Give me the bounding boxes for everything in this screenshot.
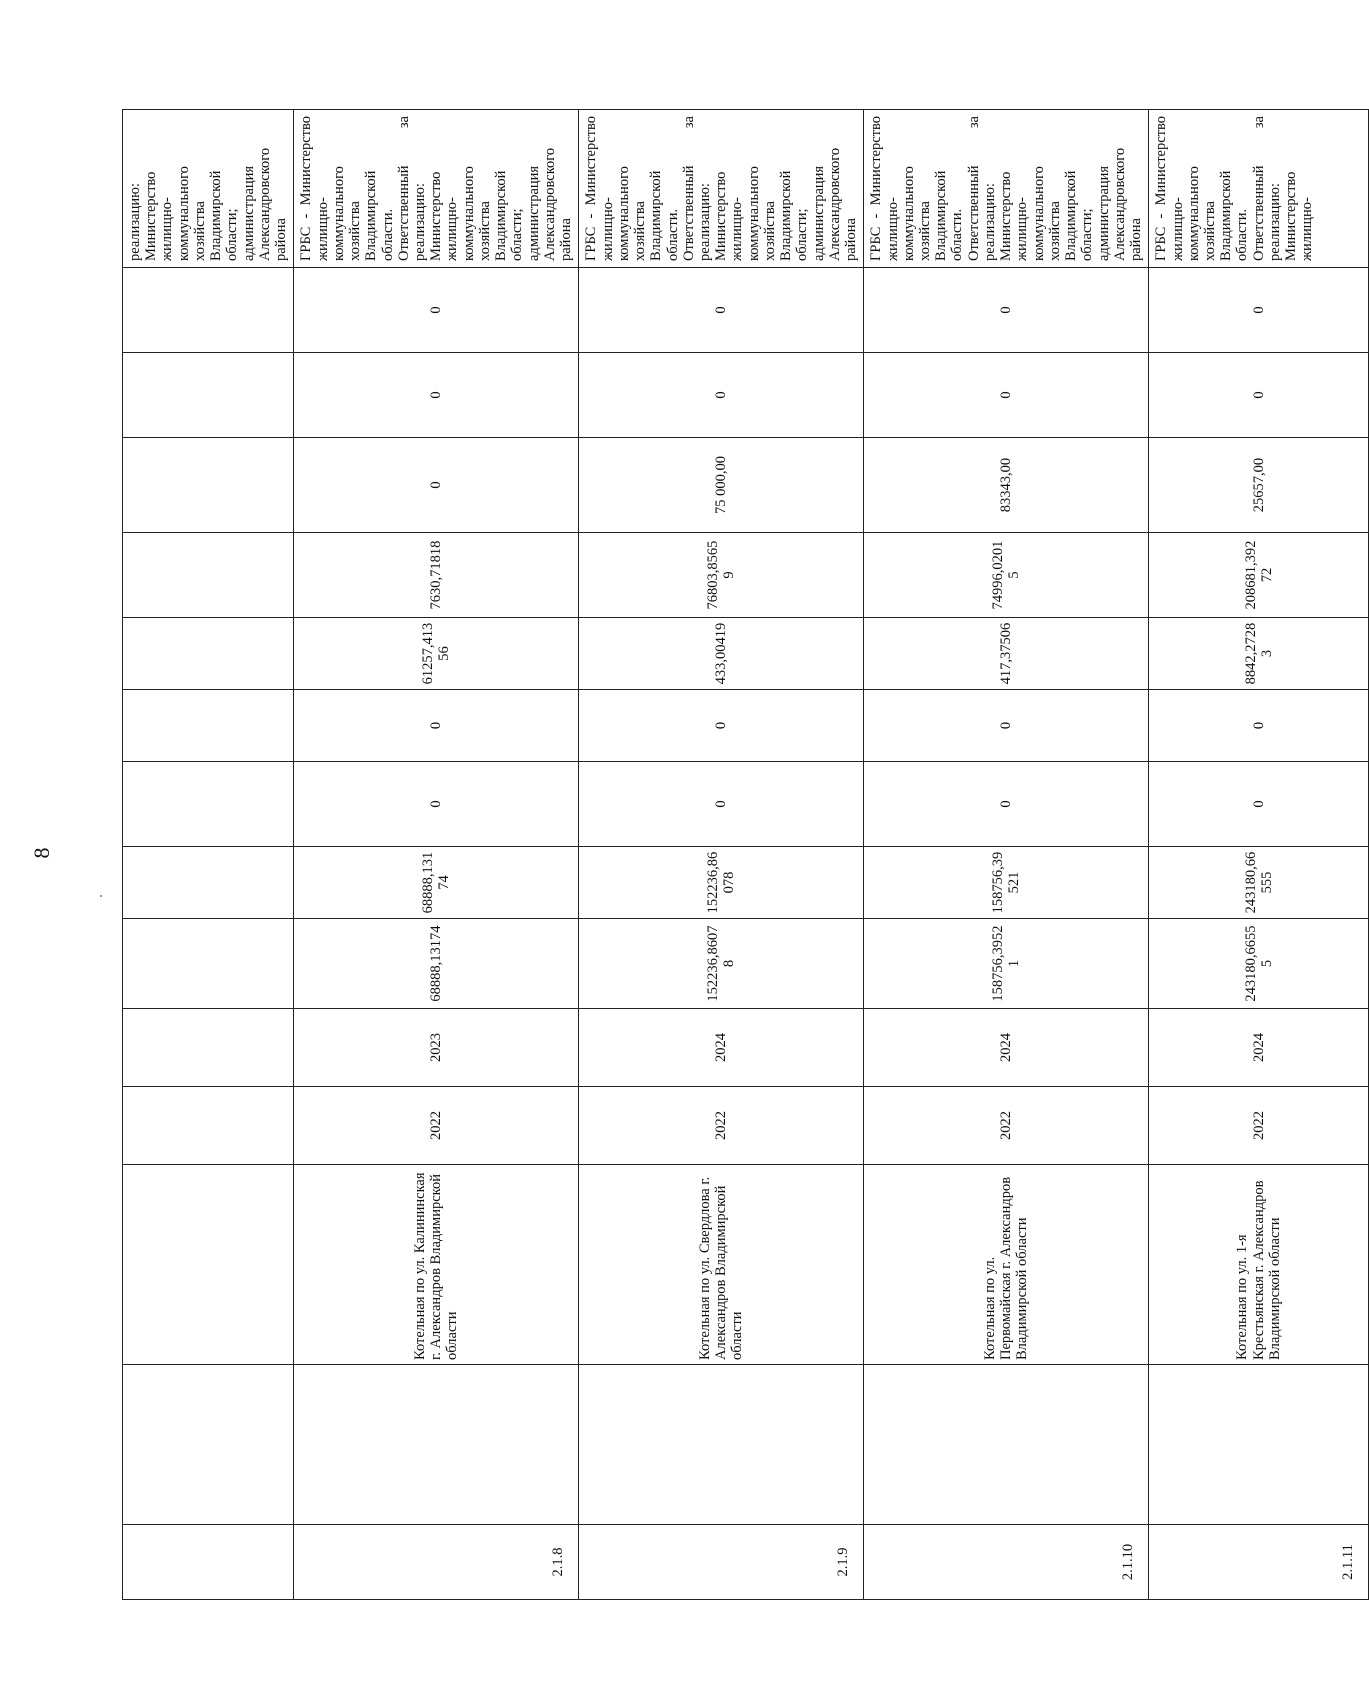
cost-value: 0 — [579, 762, 864, 847]
year-end: 2024 — [1149, 1009, 1369, 1087]
object-name: Котельная по ул. Свердлова г. Александров Владимирской области — [579, 1165, 864, 1365]
table-cell — [123, 618, 294, 690]
object-name: Котельная по ул. 1-я Крестьянская г. Александров Владимирской области — [1149, 1165, 1369, 1365]
page-number: 8 — [29, 847, 54, 859]
table-cell — [123, 1087, 294, 1165]
object-name: Котельная по ул. Калининская г. Александров Владимирской области — [294, 1165, 579, 1365]
table-cell — [123, 438, 294, 533]
cost-value: 417,37506 — [864, 618, 1149, 690]
cost-value: 0 — [294, 762, 579, 847]
table-cell — [123, 762, 294, 847]
cost-value: 8842,27283 — [1149, 618, 1369, 690]
cost-value: 0 — [1149, 690, 1369, 762]
row-index: 2.1.11 — [1149, 1525, 1369, 1600]
cost-value: 0 — [864, 353, 1149, 438]
responsible-cell: ГРБС - Министерство жилищно-коммунального хозяйства Владимирской области. Ответственный за реализацию: Министерство жилищно-коммунального хозяйства Владимирской области; администрация Александровского района — [579, 110, 864, 268]
year-end: 2024 — [864, 1009, 1149, 1087]
cost-value: 61257,41356 — [294, 618, 579, 690]
table-row — [123, 110, 294, 1600]
responsible-cell: ГРБС - Министерство жилищно-коммунального хозяйства Владимирской области. Ответственный за реализацию: Министерство жилищно- — [1149, 110, 1369, 268]
scan-artifact — [100, 895, 102, 897]
cost-value: 0 — [864, 762, 1149, 847]
cost-value: 0 — [294, 268, 579, 353]
cost-value: 75 000,00 — [579, 438, 864, 533]
cost-value: 208681,39272 — [1149, 533, 1369, 618]
table-cell — [294, 1365, 579, 1525]
year-start: 2022 — [579, 1087, 864, 1165]
cost-value: 0 — [1149, 353, 1369, 438]
table-cell — [123, 919, 294, 1009]
table-cell — [123, 268, 294, 353]
table-cell — [1149, 1365, 1369, 1525]
cost-value: 83343,00 — [864, 438, 1149, 533]
table-cell — [579, 1365, 864, 1525]
cost-value: 0 — [294, 438, 579, 533]
total-cost: 68888,13174 — [294, 919, 579, 1009]
cost-value: 158756,39521 — [864, 847, 1149, 919]
cost-value: 0 — [579, 690, 864, 762]
cost-value: 152236,86078 — [579, 847, 864, 919]
table-cell — [123, 1365, 294, 1525]
cost-value: 0 — [1149, 762, 1369, 847]
cost-value: 433,00419 — [579, 618, 864, 690]
cost-value: 0 — [1149, 268, 1369, 353]
cost-value: 0 — [864, 690, 1149, 762]
total-cost: 152236,86078 — [579, 919, 864, 1009]
cost-value: 243180,66555 — [1149, 847, 1369, 919]
cost-value: 0 — [864, 268, 1149, 353]
row-index: 2.1.8 — [294, 1525, 579, 1600]
cost-value: 68888,13174 — [294, 847, 579, 919]
table-cell — [123, 847, 294, 919]
table-row — [1149, 110, 1369, 1600]
table-cell — [123, 533, 294, 618]
row-index: 2.1.9 — [579, 1525, 864, 1600]
cost-value: 25657,00 — [1149, 438, 1369, 533]
cost-value: 0 — [579, 353, 864, 438]
cost-value: 74996,02015 — [864, 533, 1149, 618]
year-end: 2023 — [294, 1009, 579, 1087]
total-cost: 243180,66555 — [1149, 919, 1369, 1009]
row-index: 2.1.10 — [864, 1525, 1149, 1600]
table-cell — [864, 1365, 1149, 1525]
table-cell — [123, 1165, 294, 1365]
total-cost: 158756,39521 — [864, 919, 1149, 1009]
table-cell — [123, 690, 294, 762]
cost-value: 7630,71818 — [294, 533, 579, 618]
rotated-table-container — [122, 110, 1357, 1600]
year-end: 2024 — [579, 1009, 864, 1087]
table-row — [864, 110, 1149, 1600]
responsible-cell: ГРБС - Министерство жилищно-коммунального хозяйства Владимирской области. Ответственный за реализацию: Министерство жилищно-коммунального хозяйства Владимирской области; администрация Александровского района — [294, 110, 579, 268]
table-cell — [123, 1525, 294, 1600]
cost-value: 76803,85659 — [579, 533, 864, 618]
cost-value: 0 — [294, 353, 579, 438]
cost-value: 0 — [294, 690, 579, 762]
year-start: 2022 — [294, 1087, 579, 1165]
object-name: Котельная по ул. Первомайская г. Александров Владимирской области — [864, 1165, 1149, 1365]
responsible-cell: ГРБС - Министерство жилищно-коммунального хозяйства Владимирской области. Ответственный за реализацию: Министерство жилищно-коммунального хозяйства Владимирской области; администрация Александровского района — [864, 110, 1149, 268]
year-start: 2022 — [1149, 1087, 1369, 1165]
year-start: 2022 — [864, 1087, 1149, 1165]
program-table — [122, 109, 1369, 1600]
cost-value: 0 — [579, 268, 864, 353]
table-row — [579, 110, 864, 1600]
table-cell — [123, 353, 294, 438]
table-row — [294, 110, 579, 1600]
table-cell — [123, 1009, 294, 1087]
responsible-cell: реализацию: Министерство жилищно-коммунального хозяйства Владимирской области; администрация Александровского района — [123, 110, 294, 268]
